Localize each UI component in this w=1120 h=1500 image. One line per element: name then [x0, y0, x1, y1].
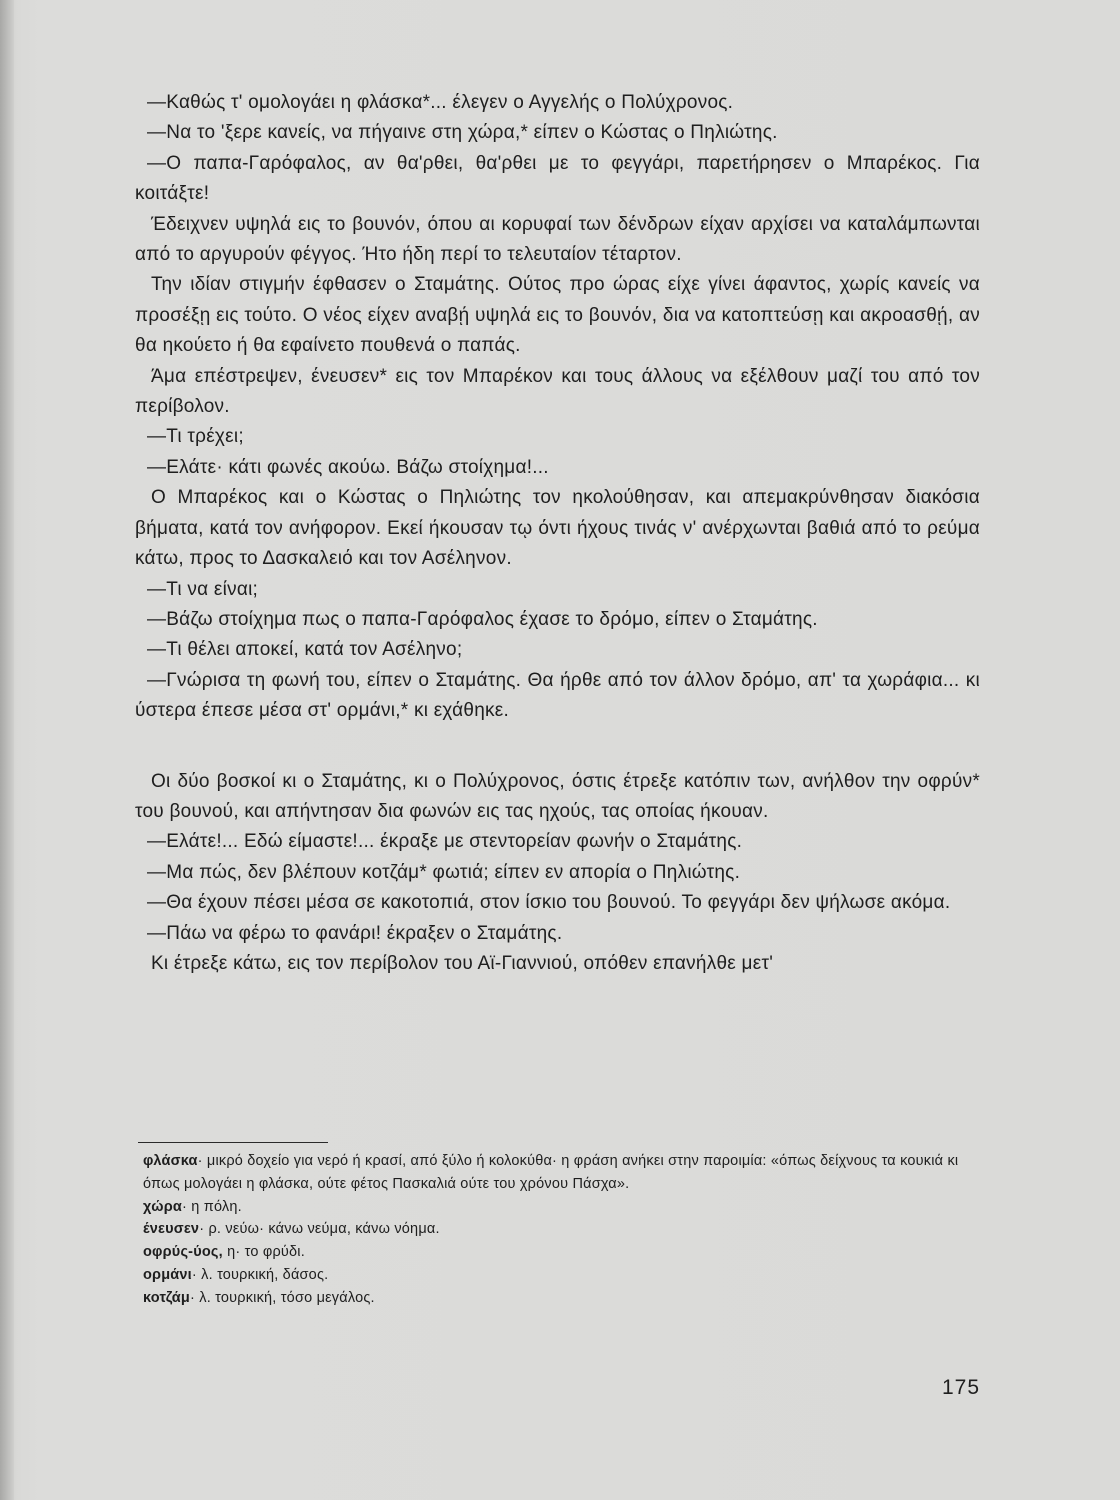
- footnote-definition: η· το φρύδι.: [222, 1244, 305, 1261]
- text-block-top: [135, 88, 980, 727]
- footnote-definition: · μικρό δοχείο για νερό ή κρασί, από ξύλο ή κολοκύθα· η φράση ανήκει στην παροιμία: «όπως δείχνους τα κουκιά κι όπως μολογάει η φλάσκα, ούτε φέτος Πασκαλιά ούτε του χρόνου Πάσχα».: [143, 1153, 959, 1192]
- footnote-entry: [143, 1264, 983, 1287]
- page-binding-shadow: [0, 0, 14, 1500]
- section-gap: [135, 727, 980, 767]
- top-paragraph: —Καθώς τ' ομολογάει η φλάσκα*... έλεγεν ο Αγγελής ο Πολύχρονος.: [147, 92, 734, 113]
- footnote-term: ένευσεν: [143, 1221, 200, 1238]
- footnote-term: χώρα: [143, 1198, 182, 1215]
- footnotes: [143, 1150, 983, 1310]
- bottom-paragraph: —Θα έχουν πέσει μέσα σε κακοτοπιά, στον ίσκιο του βουνού. Το φεγγάρι δεν ψήλωσε ακόμα.: [147, 892, 951, 914]
- top-paragraph: Άμα επέστρεψεν, ένευσεν* εις τον Μπαρέκον και τους άλλους να εξέλθουν μαζί του από τον περίβολον.: [135, 365, 980, 418]
- bottom-paragraph: Οι δύο βοσκοί κι ο Σταμάτης, κι ο Πολύχρονος, όστις έτρεξε κατόπιν των, ανήλθον την οφρύν* του βουνού, και απήντησαν δια φωνών εις τας ηχούς, τας οποίας ήκουαν.: [135, 770, 980, 822]
- top-paragraph: Έδειχνεν υψηλά εις το βουνόν, όπου αι κορυφαί των δένδρων είχαν αρχίσει να καταλάμπωνται από το αργυρούν φέγγος. Ήτο ήδη περί το τελευταίον τέταρτον.: [135, 213, 980, 266]
- bottom-paragraph: —Μα πώς, δεν βλέπουν κοτζάμ* φωτιά; είπεν εν απορία ο Πηλιώτης.: [147, 861, 741, 883]
- footnote-entry: [143, 1150, 983, 1196]
- footnote-entry: [143, 1196, 983, 1219]
- footnote-definition: · λ. τουρκική, δάσος.: [191, 1266, 329, 1283]
- top-paragraph: Ο Μπαρέκος και ο Κώστας ο Πηλιώτης τον ηκολούθησαν, και απεμακρύνθησαν διακόσια βήματα, κατά τον ανήφορον. Εκεί ήκουσαν τῳ όντι ήχους τινάς ν' ανέρχωνται βαθιά από το ρεύμα κάτω, προς το Δασκαλειό και τον Ασέληνον.: [135, 487, 980, 570]
- footnote-entry: [143, 1287, 983, 1310]
- bottom-paragraph: —Πάω να φέρω το φανάρι! έκραξεν ο Σταμάτης.: [147, 922, 563, 944]
- top-paragraph: —Γνώρισα τη φωνή του, είπεν ο Σταμάτης. Θα ήρθε από τον άλλον δρόμο, απ' τα χωράφια... κι ύστερα έπεσε μέσα στ' ορμάνι,* κι εχάθηκε.: [135, 669, 980, 722]
- footnote-entry: [143, 1218, 983, 1241]
- top-paragraph: —Τι τρέχει;: [147, 426, 244, 448]
- main-text: [135, 88, 980, 979]
- top-paragraph: —Ο παπα-Γαρόφαλος, αν θα'ρθει, θα'ρθει με το φεγγάρι, παρετήρησεν ο Μπαρέκος. Για κοιτάξτε!: [135, 152, 980, 205]
- footnote-definition: · η πόλη.: [181, 1198, 242, 1215]
- footnote-term: κοτζάμ: [143, 1289, 190, 1306]
- footnote-term: φλάσκα: [143, 1153, 198, 1169]
- page-number: 175: [942, 1376, 981, 1399]
- bottom-paragraph: Κι έτρεξε κάτω, εις τον περίβολον του Αϊ-Γιαννιού, οπόθεν επανήλθε μετ': [151, 952, 774, 974]
- footnote-entry: [143, 1241, 983, 1264]
- footnote-term: ορμάνι: [143, 1266, 192, 1283]
- top-paragraph: Την ιδίαν στιγμήν έφθασεν ο Σταμάτης. Ούτος προ ώρας είχε γίνει άφαντος, χωρίς κανείς να προσέξῃ εις τούτο. Ο νέος είχεν αναβῄ υψηλά εις το βουνόν, δια να κατοπτεύσῃ και ακροασθῄ, αν θα ηκούετο ή θα εφαίνετο πουθενά ο παπάς.: [135, 274, 980, 357]
- top-paragraph: —Να το 'ξερε κανείς, να πήγαινε στη χώρα,* είπεν ο Κώστας ο Πηλιώτης.: [147, 122, 778, 144]
- footnote-term: οφρύς-ύος,: [143, 1244, 223, 1261]
- top-paragraph: —Τι να είναι;: [147, 578, 259, 600]
- footnote-definition: · λ. τουρκική, τόσο μεγάλος.: [189, 1289, 375, 1306]
- top-paragraph: —Ελάτε· κάτι φωνές ακούω. Βάζω στοίχημα!...: [147, 456, 549, 478]
- footnote-definition: · ρ. νεύω· κάνω νεύμα, κάνω νόημα.: [199, 1221, 440, 1238]
- bottom-paragraph: —Ελάτε!... Εδώ είμαστε!... έκραξε με στεντορείαν φωνήν ο Σταμάτης.: [147, 831, 743, 853]
- top-paragraph: —Τι θέλει αποκεί, κατά τον Ασέληνο;: [147, 639, 463, 661]
- text-block-bottom: [135, 767, 980, 980]
- top-paragraph: —Βάζω στοίχημα πως ο παπα-Γαρόφαλος έχασε το δρόμο, είπεν ο Σταμάτης.: [147, 608, 818, 630]
- footnote-rule: [138, 1142, 328, 1143]
